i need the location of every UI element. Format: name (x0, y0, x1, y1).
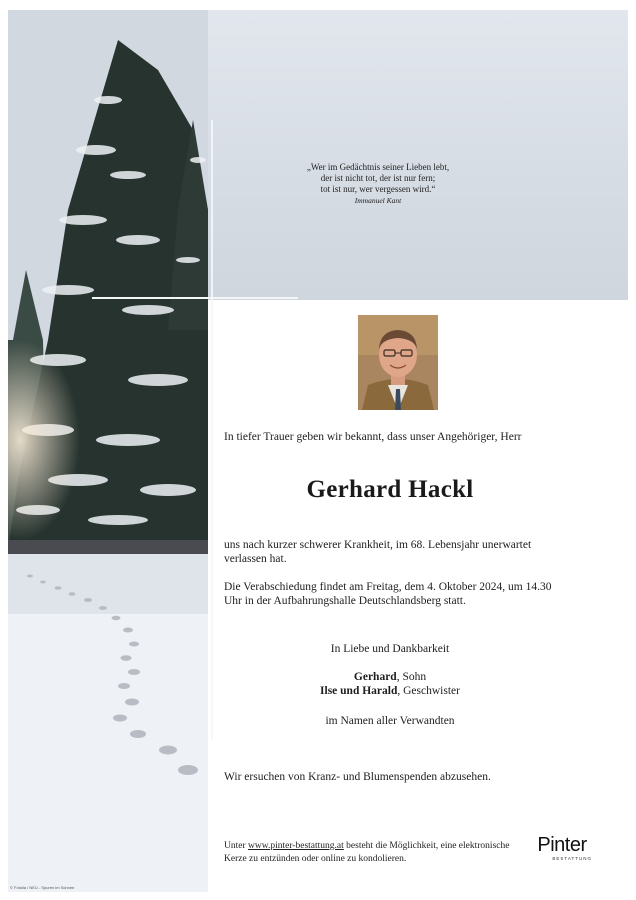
love-and-gratitude: In Liebe und Dankbarkeit (330, 643, 450, 655)
sky-background (208, 10, 628, 300)
deceased-name: Gerhard Hackl (306, 476, 474, 503)
quote-line: „Wer im Gedächtnis seiner Lieben lebt, (306, 162, 450, 172)
pinter-logo (522, 834, 602, 861)
website-link[interactable]: www.pinter-bestattung.at (248, 841, 344, 851)
memorial-quote (298, 162, 458, 206)
cross-horizontal-beam (92, 297, 298, 299)
mourners-list (224, 670, 556, 698)
portrait-illustration (358, 315, 438, 410)
forest-illustration (8, 10, 208, 892)
mourner-relation: , Geschwister (397, 685, 460, 697)
cross-vertical-beam (211, 120, 213, 740)
footer-prefix: Unter (224, 841, 249, 851)
relatives-line: im Namen aller Verwandten (325, 715, 455, 727)
death-notice (8, 10, 628, 892)
farewell-details: Die Verabschiedung findet am Freitag, dem 4. Oktober 2024, um 14.30 Uhr in der Aufbahrungshalle Deutschlandsberg statt. (224, 581, 552, 607)
photo-credit: © Fotolia / NEU - Spuren im Schnee (10, 885, 75, 890)
footer-suffix: besteht die Möglichkeit, eine elektronische Kerze zu entzünden oder online zu kondolieren. (224, 841, 510, 864)
quote-author: Immanuel Kant (354, 196, 402, 205)
quote-line: der ist nicht tot, der ist nur fern; (320, 173, 436, 183)
mourner-entry (224, 670, 556, 684)
logo-subtitle: BESTATTUNG (552, 856, 592, 861)
logo-brand: Pinter (537, 834, 587, 856)
mourner-name: Ilse und Harald (320, 685, 398, 697)
donation-request: Wir ersuchen von Kranz- und Blumenspenden abzusehen. (224, 771, 491, 783)
footer-note (224, 840, 514, 866)
mourner-name: Gerhard (353, 671, 397, 683)
portrait-photo (358, 315, 438, 410)
announcement-passed: uns nach kurzer schwerer Krankheit, im 68. Lebensjahr unerwartet verlassen hat. (224, 539, 532, 565)
quote-line: tot ist nur, wer vergessen wird.“ (320, 184, 436, 194)
announcement-intro: In tiefer Trauer geben wir bekannt, dass unser Angehöriger, Herr (224, 431, 522, 443)
mourner-relation: , Sohn (396, 671, 427, 683)
winter-forest-photo (8, 10, 208, 892)
mourner-entry (224, 684, 556, 698)
